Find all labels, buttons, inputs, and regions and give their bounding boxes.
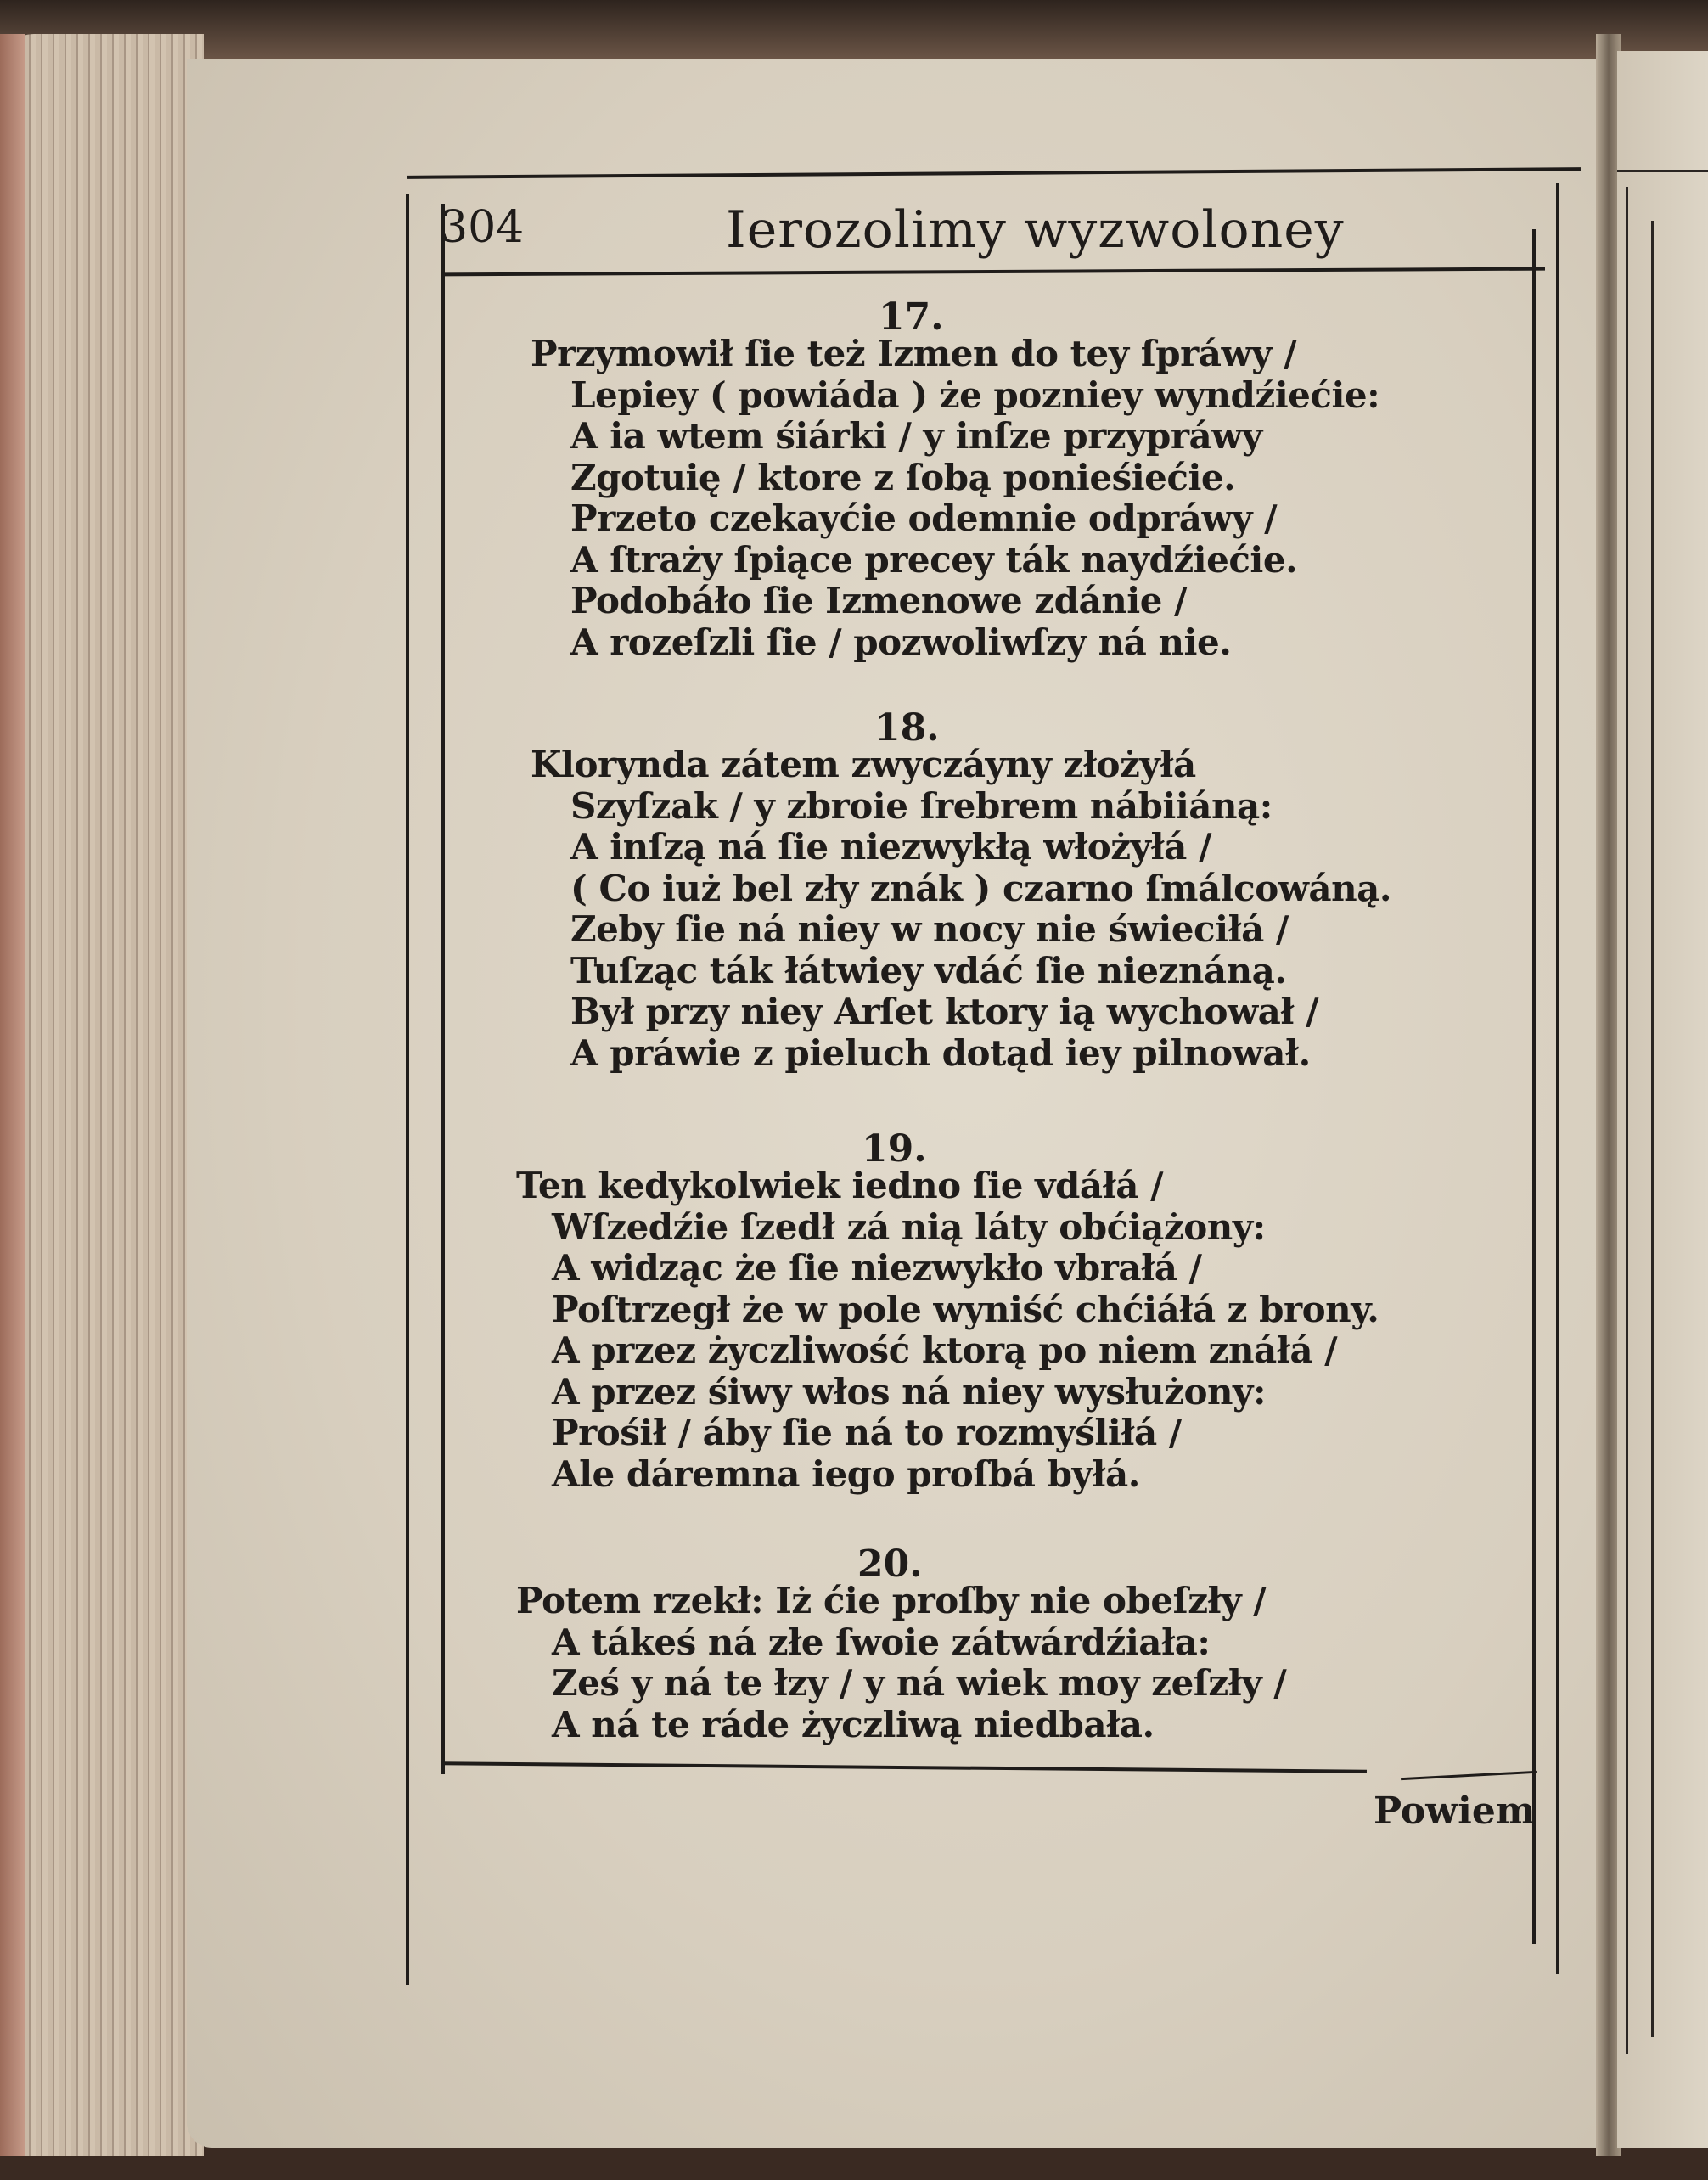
verse-line: Szyſzak / y zbroie ſrebrem nábiiáną: xyxy=(570,784,1273,827)
stanza-number: 18. xyxy=(874,706,940,750)
verse-line: A przez życzliwość ktorą po niem znáłá / xyxy=(552,1329,1338,1371)
verse-line: A ná te ráde życzliwą niedbała. xyxy=(552,1703,1155,1745)
verse-line: A inſzą ná ſie niezwykłą włożyłá / xyxy=(570,826,1211,868)
verse-line: A ſtraży ſpiące precey ták naydźiećie. xyxy=(570,538,1298,581)
verse-line: Ale dáremna iego proſbá byłá. xyxy=(552,1452,1140,1495)
verse-line: Zeby ſie ná niey w nocy nie świeciłá / xyxy=(570,908,1289,950)
stanza-number: 19. xyxy=(862,1127,927,1171)
verse-line: Potem rzekł: Iż ćie proſby nie obeſzły / xyxy=(516,1580,1267,1621)
verse-line: Zgotuię / ktore z ſobą ponieśiećie. xyxy=(570,456,1236,498)
left-outer-border xyxy=(406,194,409,1985)
verse-line: Podobáło ſie Izmenowe zdánie / xyxy=(570,580,1187,621)
verse-line: Przymowił ſie też Izmen do tey ſpráwy / xyxy=(531,333,1297,374)
stanza-number: 17. xyxy=(879,295,944,339)
verse-line: A przez śiwy włos ná niey wysłużony: xyxy=(552,1370,1266,1413)
facing-page-border xyxy=(1626,187,1628,2054)
verse-line: Poſtrzegł że w pole wyniść chćiáłá z brony. xyxy=(552,1288,1379,1330)
verse-line: A rozeſzli ſie / pozwoliwſzy ná nie. xyxy=(570,621,1232,663)
verse-line: A tákeś ná złe ſwoie zátwárdźiała: xyxy=(552,1621,1211,1663)
running-title: Ierozolimy wyzwoloney xyxy=(726,200,1345,260)
book-top-edge xyxy=(0,0,1708,59)
page-number: 304 xyxy=(440,202,525,253)
verse-line: Wſzedźie ſzedł zá nią láty obćiążony: xyxy=(552,1205,1266,1248)
verse-line: Ten kedykolwiek iedno ſie vdáłá / xyxy=(516,1165,1163,1206)
verse-line: Ześ y ná te łzy / y ná wiek moy zeſzły / xyxy=(552,1662,1287,1704)
stanza-number: 20. xyxy=(857,1542,923,1586)
catchword: Powiem xyxy=(1374,1790,1536,1833)
verse-line: Prośił / áby ſie ná to rozmyśliłá / xyxy=(552,1412,1182,1453)
left-inner-border xyxy=(441,204,445,1774)
facing-page-border xyxy=(1651,221,1654,2037)
verse-line: Był przy niey Arſet ktory ią wychował / xyxy=(570,991,1318,1032)
page-stack-edges xyxy=(0,34,204,2156)
verse-line: A widząc że ſie niezwykło vbrałá / xyxy=(552,1247,1202,1289)
verse-line: ( Co iuż bel zły znák ) czarno ſmálcowáną. xyxy=(570,867,1391,909)
verse-line: A ia wtem śiárki / y inſze przypráwy xyxy=(570,415,1262,457)
verse-line: Tuſząc ták łátwiey vdáć ſie nieznáną. xyxy=(570,949,1287,992)
verse-line: Przeto czekayćie odemnie odpráwy / xyxy=(570,497,1278,539)
facing-page-edge xyxy=(1617,51,1708,2148)
right-outer-border xyxy=(1556,183,1559,1974)
facing-page-rule xyxy=(1617,170,1708,172)
right-inner-border xyxy=(1532,229,1536,1944)
verse-line: Lepiey ( powiáda ) że pozniey wyndźiećie: xyxy=(570,374,1380,416)
verse-line: Klorynda zátem zwyczáyny złożyłá xyxy=(531,744,1196,785)
verse-line: A práwie z pieluch dotąd iey pilnował. xyxy=(570,1031,1311,1074)
